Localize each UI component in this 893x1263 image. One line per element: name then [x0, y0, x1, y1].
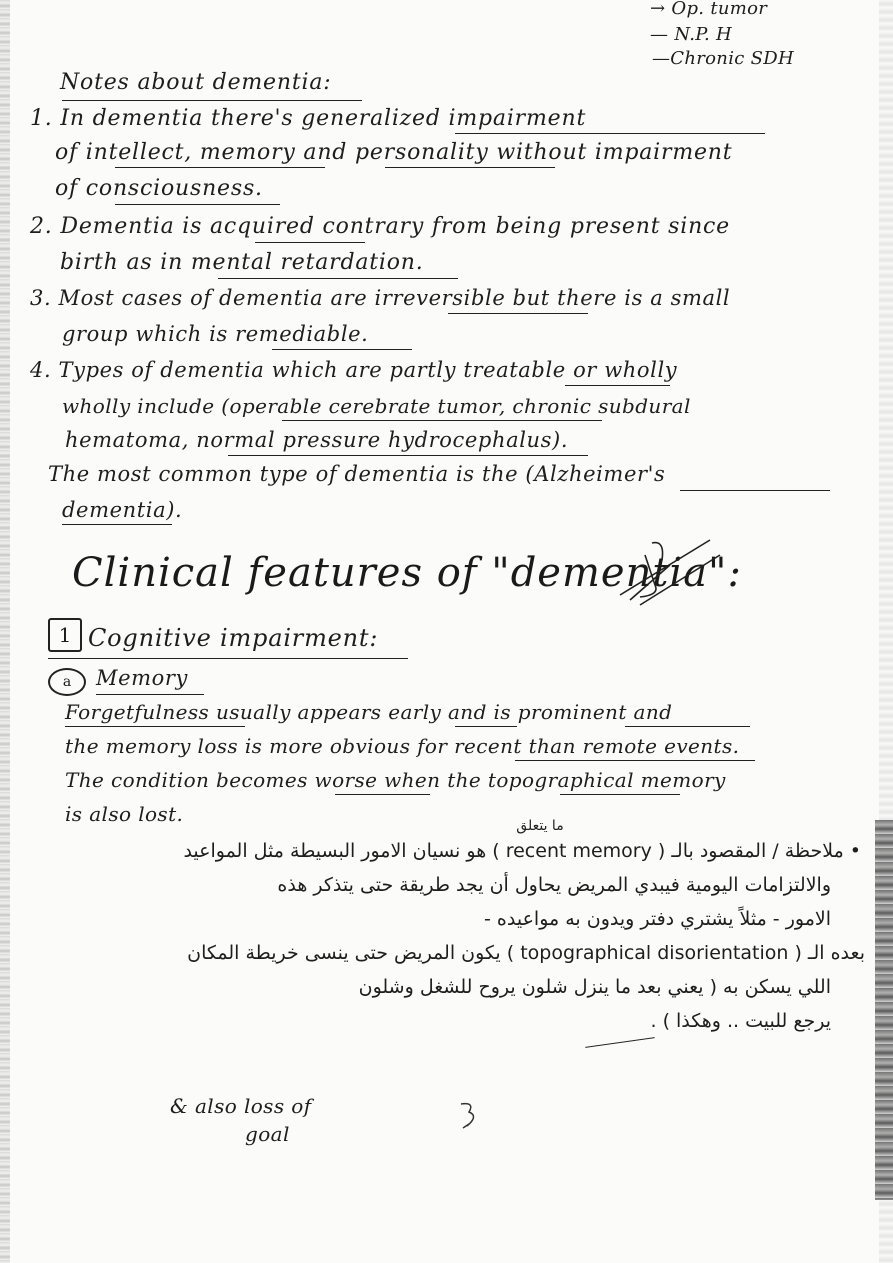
underline-normal-pressure — [228, 455, 588, 456]
scribble-mark-icon — [600, 525, 730, 615]
underline-recent-remote — [515, 760, 755, 761]
underline-dementia-end — [62, 524, 172, 525]
note-4-line-3: hematoma, normal pressure hydrocephalus). — [65, 428, 569, 452]
arabic-line-2: والالتزامات اليومية فيبدي المريض يحاول أن يجد طريقة حتى يتذكر هذه — [277, 874, 831, 896]
note-1-line-3: of consciousness. — [55, 176, 263, 201]
note-1-line-2: of intellect, memory and personality without impairment — [55, 140, 733, 165]
arabic-line-6: يرجع للبيت .. وهكذا ) . — [650, 1010, 831, 1032]
corner-note-1: → Op. tumor — [650, 0, 768, 19]
underline-acquired — [255, 242, 365, 243]
underline-forgetfulness — [65, 726, 245, 727]
underline-irreversible — [448, 313, 588, 314]
note-2-line-1: 2. Dementia is acquired contrary from being present since — [30, 214, 730, 239]
note-3-line-2: group which is remediable. — [62, 322, 369, 346]
arabic-line-1: • ملاحظة / المقصود بالـ ( recent memory ) هو نسيان الامور البسيطة مثل المواعيد — [183, 840, 861, 862]
section-1-underline — [48, 658, 408, 659]
memory-line-2: the memory loss is more obvious for recent than remote events. — [65, 734, 740, 758]
arabic-underline — [585, 1037, 654, 1048]
notes-title: Notes about dementia: — [60, 70, 332, 95]
subsection-a-number: a — [48, 668, 86, 696]
subsection-a-title: Memory — [96, 666, 188, 690]
underline-alzheimers — [680, 490, 830, 491]
note-1-line-1: 1. In dementia there's generalized impairment — [30, 106, 587, 131]
notes-title-underline — [62, 100, 362, 101]
small-squiggle-icon — [455, 1098, 485, 1132]
scan-edge-left — [0, 0, 10, 1263]
corner-note-2: — N.P. H — [650, 24, 733, 45]
bottom-note-line-1: & also loss of — [170, 1094, 312, 1118]
underline-mental-retardation — [218, 278, 458, 279]
underline-remediable — [272, 349, 412, 350]
underline-worse — [335, 794, 430, 795]
underline-consciousness — [115, 204, 280, 205]
note-5-line-1: The most common type of dementia is the (Alzheimer's — [48, 462, 666, 486]
underline-personality — [385, 167, 555, 168]
note-2-line-2: birth as in mental retardation. — [60, 250, 424, 275]
arabic-line-5: اللي يسكن به ( يعني بعد ما ينزل شلون يروح للشغل وشلون — [358, 976, 831, 998]
arabic-line-3: الامور - مثلاً يشتري دفتر ويدون به مواعيده - — [484, 908, 831, 930]
bottom-note-line-2: goal — [245, 1122, 290, 1146]
note-5-line-2: dementia). — [62, 498, 183, 522]
underline-operable-tumor — [282, 420, 602, 421]
subsection-a-underline — [96, 694, 204, 695]
underline-treatable — [565, 385, 670, 386]
section-1-title: Cognitive impairment: — [88, 624, 379, 652]
memory-line-1: Forgetfulness usually appears early and is prominent and — [65, 700, 673, 724]
section-1-number: 1 — [48, 618, 82, 652]
arabic-note-above: ما يتعلق — [516, 818, 564, 834]
underline-generalized-impairment — [455, 133, 765, 134]
corner-note-3: —Chronic SDH — [652, 48, 795, 69]
memory-line-3: The condition becomes worse when the topographical memory — [65, 768, 726, 792]
scan-edge-right-dark — [875, 820, 893, 1200]
underline-early — [455, 726, 517, 727]
underline-intellect-memory — [115, 167, 325, 168]
underline-topographical — [560, 794, 680, 795]
underline-prominent — [625, 726, 750, 727]
note-3-line-1: 3. Most cases of dementia are irreversible but there is a small — [30, 286, 731, 310]
note-4-line-1: 4. Types of dementia which are partly treatable or wholly — [30, 358, 678, 382]
note-4-line-2: wholly include (operable cerebrate tumor, chronic subdural — [62, 394, 691, 418]
arabic-line-4: بعده الـ ( topographical disorientation ) يكون المريض حتى ينسى خريطة المكان — [187, 942, 865, 964]
clinical-features-heading: Clinical features of "dementia": — [72, 550, 742, 596]
memory-line-4: is also lost. — [65, 802, 184, 826]
